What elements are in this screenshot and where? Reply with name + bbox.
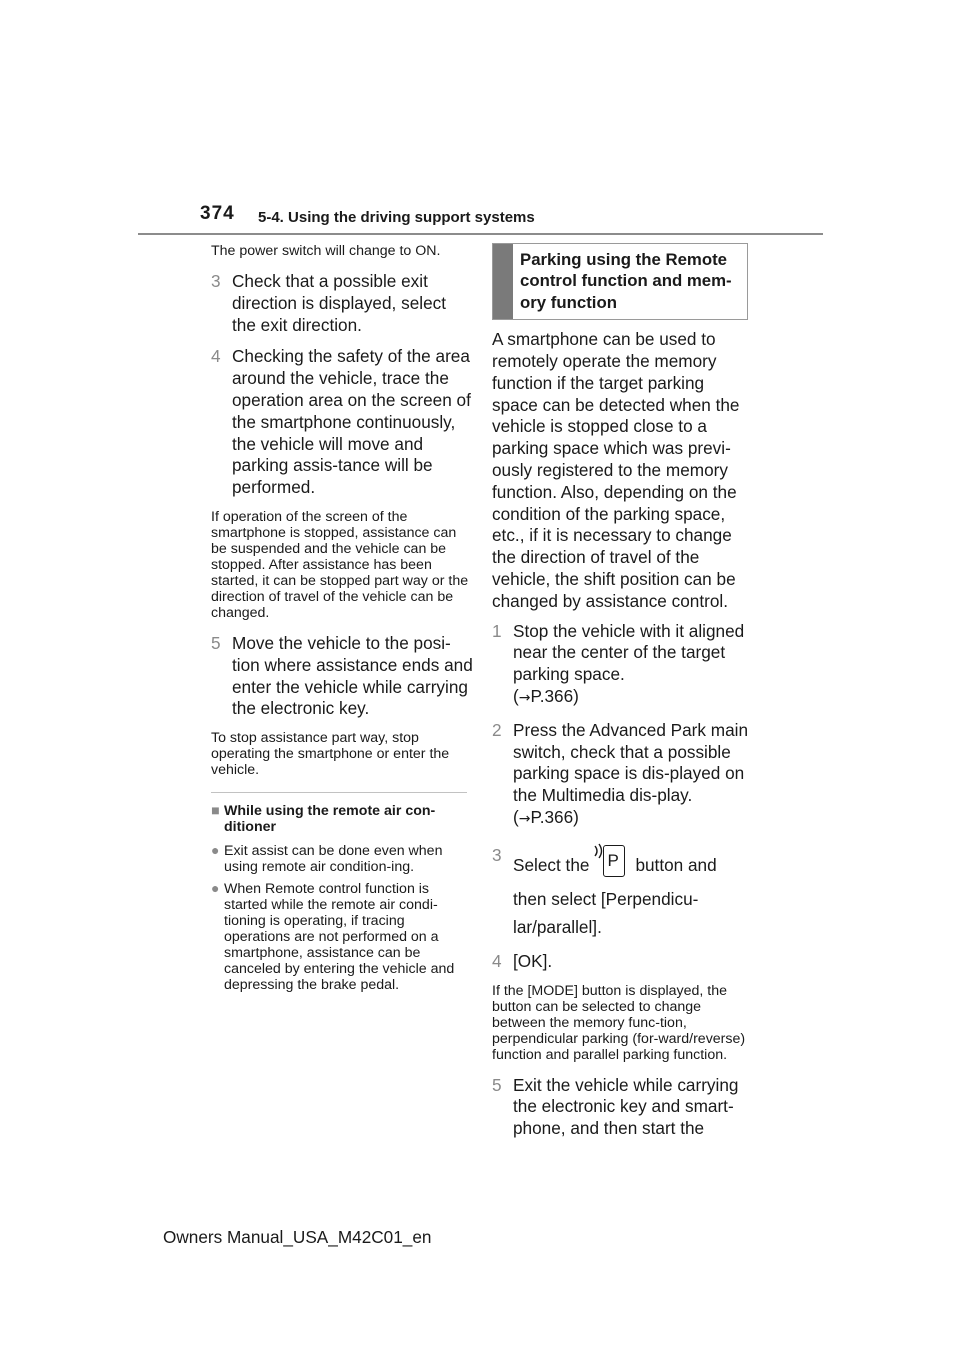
right-column (492, 243, 752, 1150)
heading-bar (493, 244, 513, 319)
step-3-select-button (492, 845, 752, 941)
signal-waves-icon (592, 843, 604, 859)
page-reference-link[interactable]: P.366) (530, 806, 579, 827)
step-text: Stop the vehicle with it aligned near the center of the target parking space. (513, 620, 745, 685)
intro-paragraph: A smartphone can be used to remotely operate the memory function if the target parking space can be detected when the vehicle is stopped close to a parking space which was previ-ously registered to the memory function. Also, depending on the condition of the parking space, etc., if it is necessary to change the direction of travel of the vehicle, the shift position can be changed by assistance control. (492, 329, 740, 611)
note-power-switch: The power switch will change to ON. (211, 243, 441, 259)
step-1-stop-vehicle (492, 621, 752, 710)
square-bullet-icon: ■ (211, 803, 220, 820)
step-text: Move the vehicle to the posi-tion where assistance ends and enter the vehicle while carrying the electronic key. (232, 632, 473, 719)
step-number: 5 (492, 1074, 502, 1095)
arrow-icon: → (518, 810, 531, 827)
step-number: 5 (211, 632, 221, 653)
section-title: 5-4. Using the driving support systems (258, 209, 535, 226)
section-heading: Parking using the Remote control function and mem-ory function (520, 250, 732, 312)
page-number: 374 (200, 203, 235, 224)
bullet-exit-assist (211, 843, 473, 875)
step-number: 3 (492, 844, 502, 865)
section-heading-box (492, 243, 748, 320)
step-text: Checking the safety of the area around the vehicle, trace the operation area on the screen of the smartphone continuously, the vehicle will move and parking assis-tance will be performed. (232, 346, 471, 498)
ref-open-paren: ( (513, 806, 519, 827)
bullet-text: When Remote control function is started while the remote air condi-tioning is operating, if tracing operations are not performed on a smartphone, assistance can be canceled by entering the vehicle and depressing the brake pedal. (224, 881, 455, 994)
footer-manual-id: Owners Manual_USA_M42C01_en (163, 1227, 432, 1247)
step-5-exit-vehicle (492, 1075, 752, 1140)
step-text: button and (635, 854, 717, 875)
note-stop-assistance: To stop assistance part way, stop operating the smartphone or enter the vehicle. (211, 730, 450, 779)
step-text: Select the (513, 854, 590, 875)
step-number: 3 (211, 271, 221, 291)
left-column (211, 243, 473, 999)
subhead-text: While using the remote air con-ditioner (224, 803, 436, 836)
step-4-ok (492, 951, 752, 973)
step-number: 4 (492, 950, 502, 971)
subhead-remote-air-conditioner (211, 803, 473, 835)
step-text: Press the Advanced Park main switch, check that a possible parking space is dis-played on the Multimedia dis-play. (513, 719, 749, 806)
note-mode-button: If the [MODE] button is displayed, the button can be selected to change between the memory func-tion, perpendicular parking (for-ward/reverse) function and parallel parking function. (492, 982, 746, 1063)
step-text: then select [Perpendicu-lar/parallel]. (513, 888, 699, 937)
ref-open-paren: ( (513, 685, 519, 706)
section-divider (211, 792, 467, 793)
step-3-first-line (513, 845, 752, 879)
step-2-press-switch (492, 720, 752, 831)
circle-bullet-icon: ● (211, 880, 220, 897)
remote-park-icon (603, 845, 625, 877)
step-number: 1 (492, 620, 502, 641)
step-number: 2 (492, 719, 502, 740)
note-screen-stopped: If operation of the screen of the smartphone is stopped, assistance can be suspended and the vehicle can be stopped. After assistance has been started, it can be stopped part way or the direction of travel of the vehicle can be changed. (211, 508, 469, 621)
step-text: Check that a possible exit direction is displayed, select the exit direction. (232, 271, 446, 335)
header-rule (138, 233, 823, 235)
p-letter: P (607, 850, 619, 870)
circle-bullet-icon: ● (211, 842, 220, 859)
step-text: Exit the vehicle while carrying the electronic key and smart-phone, and then start the (513, 1074, 739, 1139)
bullet-text: Exit assist can be done even when using remote air condition-ing. (224, 843, 443, 876)
bullet-remote-control (211, 881, 473, 993)
step-5-move-vehicle (211, 633, 473, 720)
page-reference-link[interactable]: P.366) (530, 685, 579, 706)
arrow-icon: → (518, 689, 531, 706)
step-3-exit-direction (211, 271, 473, 336)
step-text: [OK]. (513, 950, 553, 971)
step-number: 4 (211, 346, 221, 367)
step-4-trace-operation (211, 346, 473, 499)
